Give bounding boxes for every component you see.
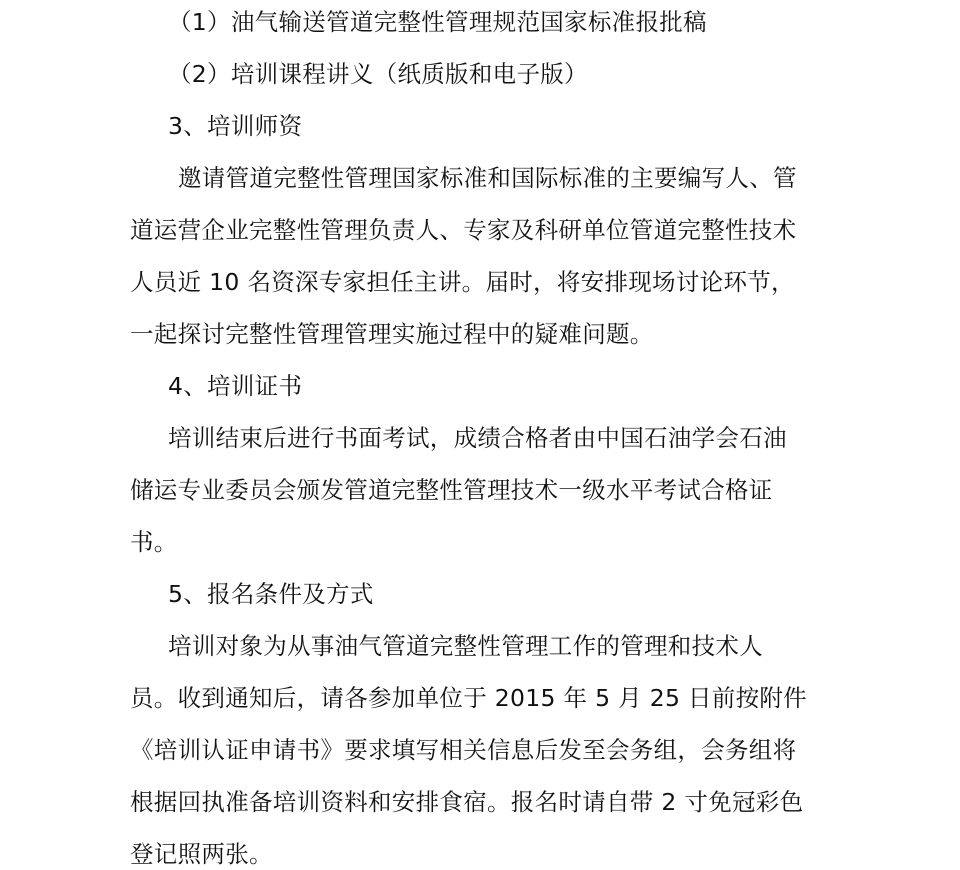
paragraph-instructors-line-3: 人员近 10 名资深专家担任主讲。届时，将安排现场讨论环节，	[130, 268, 795, 296]
paragraph-certificate-line-3: 书。	[130, 528, 178, 556]
paragraph-certificate-line-2: 储运专业委员会颁发管道完整性管理技术一级水平考试合格证	[130, 476, 773, 504]
material-item-1: （1）油气输送管道完整性管理规范国家标准报批稿	[168, 8, 707, 36]
paragraph-registration-line-1: 培训对象为从事油气管道完整性管理工作的管理和技术人	[168, 632, 763, 660]
section-heading-registration: 5、报名条件及方式	[168, 580, 374, 608]
paragraph-registration-line-4: 根据回执准备培训资料和安排食宿。报名时请自带 2 寸免冠彩色	[130, 788, 804, 816]
material-item-2: （2）培训课程讲义（纸质版和电子版）	[168, 60, 588, 88]
paragraph-instructors-line-4: 一起探讨完整性管理管理实施过程中的疑难问题。	[130, 320, 654, 348]
paragraph-registration-line-2: 员。收到通知后，请各参加单位于 2015 年 5 月 25 日前按附件	[130, 684, 807, 712]
section-heading-certificate: 4、培训证书	[168, 372, 303, 400]
paragraph-instructors-line-1: 邀请管道完整性管理国家标准和国际标准的主要编写人、管	[178, 164, 797, 192]
paragraph-registration-line-3: 《培训认证申请书》要求填写相关信息后发至会务组，会务组将	[130, 736, 797, 764]
paragraph-certificate-line-1: 培训结束后进行书面考试，成绩合格者由中国石油学会石油	[168, 424, 787, 452]
paragraph-registration-line-5: 登记照两张。	[130, 840, 273, 868]
section-heading-instructors: 3、培训师资	[168, 112, 303, 140]
paragraph-instructors-line-2: 道运营企业完整性管理负责人、专家及科研单位管道完整性技术	[130, 216, 797, 244]
